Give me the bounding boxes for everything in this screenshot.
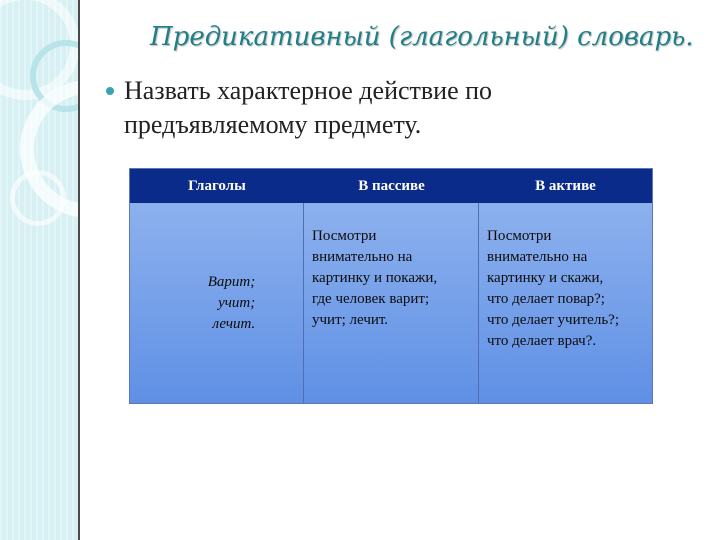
table-cell-passive: [304, 203, 479, 403]
slide-title: Предикативный (глагольный) словарь.: [150, 22, 694, 52]
decorative-sidebar: [0, 0, 78, 540]
verb-line: лечит.: [212, 315, 256, 332]
cell-line: что делает врач?.: [487, 333, 597, 349]
cell-line: учит; лечит.: [312, 312, 389, 328]
bullet-line: предъявляемому предмету.: [124, 110, 422, 139]
verb-line: учит;: [218, 294, 256, 311]
vocabulary-table: [129, 168, 653, 404]
cell-line: внимательно на: [487, 249, 588, 265]
sidebar-divider: [78, 0, 80, 540]
decorative-ring: [10, 170, 66, 226]
column-header-active: В активе: [535, 178, 596, 194]
table-header-row: [130, 169, 652, 203]
table-row: [130, 203, 652, 403]
cell-line: внимательно на: [312, 249, 413, 265]
cell-line: что делает повар?;: [487, 291, 605, 307]
bullet-line: Назвать характерное действие по: [124, 76, 493, 105]
column-header-passive: В пассиве: [358, 178, 425, 194]
cell-line: где человек варит;: [312, 291, 430, 307]
table-cell-verbs: [130, 203, 304, 403]
table-cell-active: [479, 203, 652, 403]
cell-line: Посмотри: [487, 228, 552, 244]
verb-line: Варит;: [207, 273, 256, 290]
bullet-text: [124, 74, 644, 142]
cell-line: что делает учитель?;: [487, 312, 619, 328]
bullet-icon: [106, 87, 114, 95]
column-header-verbs: Глаголы: [188, 178, 246, 194]
cell-line: картинку и покажи,: [312, 270, 438, 286]
cell-line: Посмотри: [312, 228, 377, 244]
cell-line: картинку и скажи,: [487, 270, 604, 286]
